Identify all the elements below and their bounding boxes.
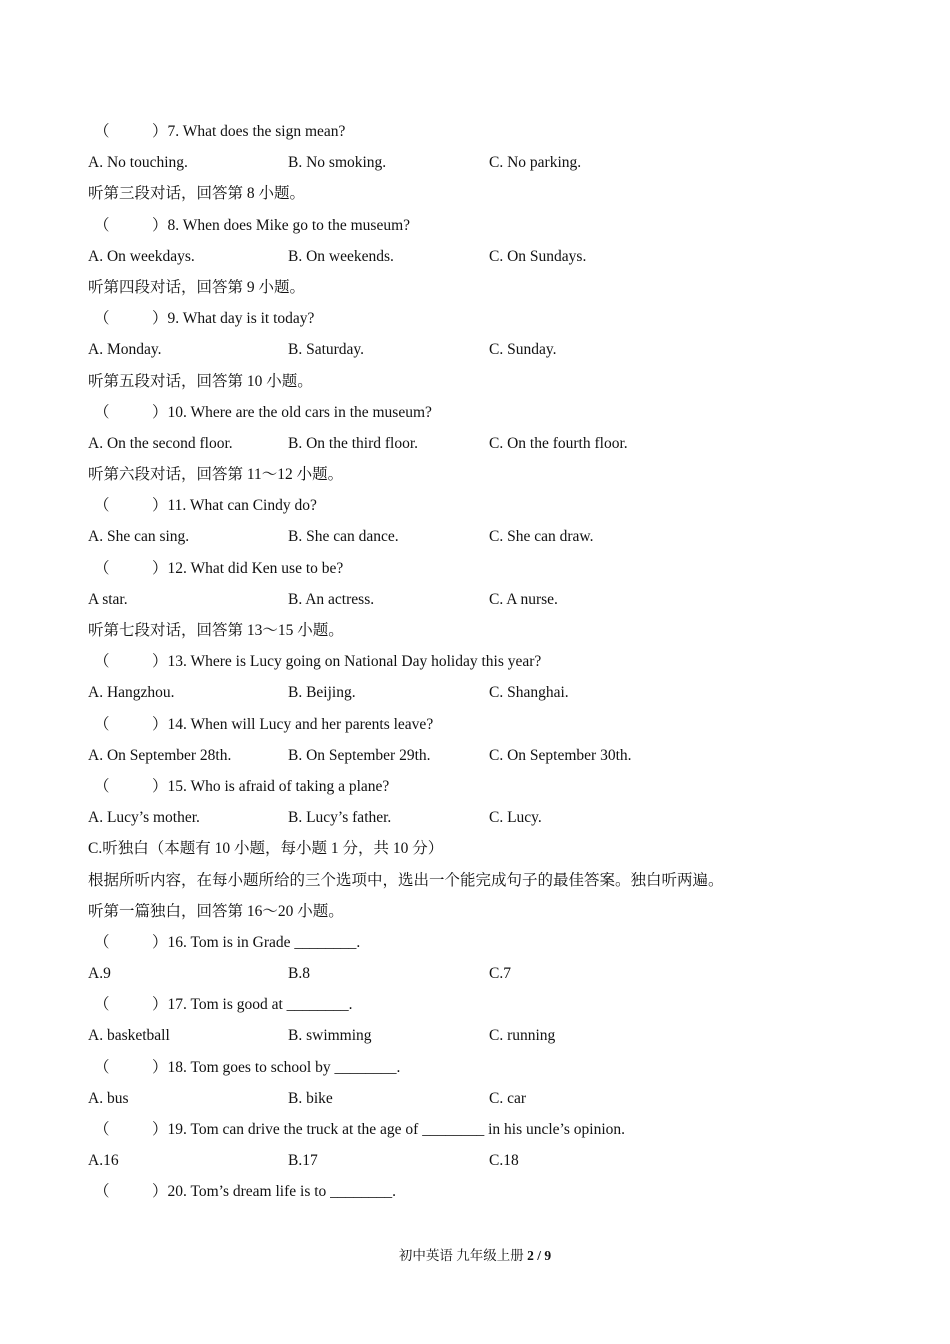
question-15 (88, 771, 888, 802)
question-14 (88, 709, 888, 740)
options-7 (88, 147, 888, 178)
section-instruction: 听第一篇独白，回答第 16～20 小题。 (88, 902, 344, 920)
options-11 (88, 521, 888, 552)
option-a: A. On the second floor. (88, 434, 233, 452)
option-a: A.9 (88, 965, 111, 983)
option-c: C. No parking. (489, 154, 582, 172)
option-a: A. Lucy’s mother. (88, 809, 200, 827)
question-text: ）17. Tom is good at ________. (152, 996, 353, 1014)
question-text: ）8. When does Mike go to the museum? (152, 216, 411, 234)
option-b: B. On weekends. (288, 247, 394, 265)
option-a: A. basketball (88, 1027, 170, 1045)
section-heading: C.听独白（本题有 10 小题，每小题 1 分，共 10 分） (88, 840, 444, 858)
question-7 (88, 116, 888, 147)
question-11 (88, 490, 888, 521)
question-text: ）7. What does the sign mean? (152, 123, 346, 140)
option-c: C. car (489, 1089, 527, 1107)
question-19 (88, 1114, 888, 1145)
answer-blank[interactable]: （ (94, 715, 110, 733)
option-c: C.7 (489, 965, 511, 983)
question-20 (88, 1176, 888, 1207)
options-16 (88, 958, 888, 989)
question-text: ）16. Tom is in Grade ________. (152, 933, 361, 951)
option-a: A. No touching. (88, 154, 188, 172)
options-13 (88, 677, 888, 708)
section-instruction: 听第四段对话，回答第 9 小题。 (88, 278, 306, 296)
option-b: B. bike (288, 1089, 333, 1107)
page-number: 2 / 9 (527, 1248, 552, 1263)
answer-blank[interactable]: （ (94, 996, 110, 1014)
options-12 (88, 584, 888, 615)
options-10 (88, 428, 888, 459)
option-c: C. On the fourth floor. (489, 434, 628, 452)
section-instruction: 听第七段对话，回答第 13～15 小题。 (88, 622, 344, 639)
options-9 (88, 334, 888, 365)
option-b: B. swimming (288, 1027, 372, 1045)
option-c: C. On September 30th. (489, 746, 632, 764)
answer-blank[interactable]: （ (94, 216, 110, 234)
answer-blank[interactable]: （ (94, 123, 110, 140)
option-a: A.16 (88, 1152, 119, 1170)
answer-blank[interactable]: （ (94, 653, 110, 671)
option-a: A. On September 28th. (88, 746, 232, 764)
question-16 (88, 927, 888, 958)
section-instruction: 听第三段对话，回答第 8 小题。 (88, 185, 306, 203)
option-b: B. An actress. (288, 590, 375, 608)
answer-blank[interactable]: （ (94, 777, 110, 795)
question-text: ）14. When will Lucy and her parents leave? (152, 715, 434, 733)
question-text: ）10. Where are the old cars in the museum? (152, 403, 432, 421)
section-instruction: 听第六段对话，回答第 11～12 小题。 (88, 466, 344, 484)
option-c: C. Lucy. (489, 809, 542, 827)
option-c: C. A nurse. (489, 590, 558, 608)
question-9 (88, 303, 888, 334)
option-c: C. Sunday. (489, 341, 557, 359)
answer-blank[interactable]: （ (94, 1183, 110, 1201)
question-10 (88, 397, 888, 428)
page-footer (0, 1244, 950, 1264)
option-a: A. She can sing. (88, 528, 190, 546)
options-18 (88, 1083, 888, 1114)
option-a: A star. (88, 590, 128, 608)
footer-subject: 初中英语 九年级上册 (398, 1248, 528, 1263)
option-c: C. She can draw. (489, 528, 594, 546)
answer-blank[interactable]: （ (94, 497, 110, 515)
section-instruction: 根据所听内容，在每小题所给的三个选项中，选出一个能完成句子的最佳答案。独白听两遍。 (88, 871, 724, 889)
answer-blank[interactable]: （ (94, 1121, 110, 1138)
option-a: A. Monday. (88, 341, 162, 359)
answer-blank[interactable]: （ (94, 310, 110, 328)
option-b: B. Beijing. (288, 684, 356, 702)
answer-blank[interactable]: （ (94, 403, 110, 421)
question-text: ）12. What did Ken use to be? (152, 559, 344, 577)
question-text: ）15. Who is afraid of taking a plane? (152, 777, 390, 795)
question-text: ）20. Tom’s dream life is to ________. (152, 1183, 397, 1201)
page-content (88, 116, 888, 1208)
question-18 (88, 1052, 888, 1083)
option-b: B. On the third floor. (288, 434, 419, 452)
option-a: A. On weekdays. (88, 247, 195, 265)
option-b: B. No smoking. (288, 154, 387, 172)
question-13 (88, 646, 888, 677)
question-text: ）11. What can Cindy do? (152, 497, 317, 515)
answer-blank[interactable]: （ (94, 1058, 110, 1076)
option-b: B.8 (288, 965, 310, 983)
question-text: ）13. Where is Lucy going on National Day holiday this year? (152, 653, 542, 671)
answer-blank[interactable]: （ (94, 933, 110, 951)
question-text: ）18. Tom goes to school by ________. (152, 1058, 401, 1076)
option-c: C. Shanghai. (489, 684, 569, 702)
options-14 (88, 740, 888, 771)
question-text: ）19. Tom can drive the truck at the age of ________ in his uncle’s opinion. (152, 1121, 626, 1138)
option-c: C. running (489, 1027, 556, 1045)
question-text: ）9. What day is it today? (152, 310, 315, 328)
section-instruction: 听第五段对话，回答第 10 小题。 (88, 372, 313, 390)
option-a: A. Hangzhou. (88, 684, 175, 702)
answer-blank[interactable]: （ (94, 559, 110, 577)
options-15 (88, 802, 888, 833)
option-a: A. bus (88, 1089, 129, 1107)
question-8 (88, 210, 888, 241)
option-b: B. On September 29th. (288, 746, 431, 764)
question-17 (88, 989, 888, 1020)
option-b: B. She can dance. (288, 528, 399, 546)
option-b: B. Saturday. (288, 341, 365, 359)
option-c: C. On Sundays. (489, 247, 587, 265)
question-12 (88, 553, 888, 584)
options-8 (88, 241, 888, 272)
option-b: B.17 (288, 1152, 318, 1170)
options-17 (88, 1020, 888, 1051)
options-19 (88, 1145, 888, 1176)
option-b: B. Lucy’s father. (288, 809, 392, 827)
option-c: C.18 (489, 1152, 519, 1170)
